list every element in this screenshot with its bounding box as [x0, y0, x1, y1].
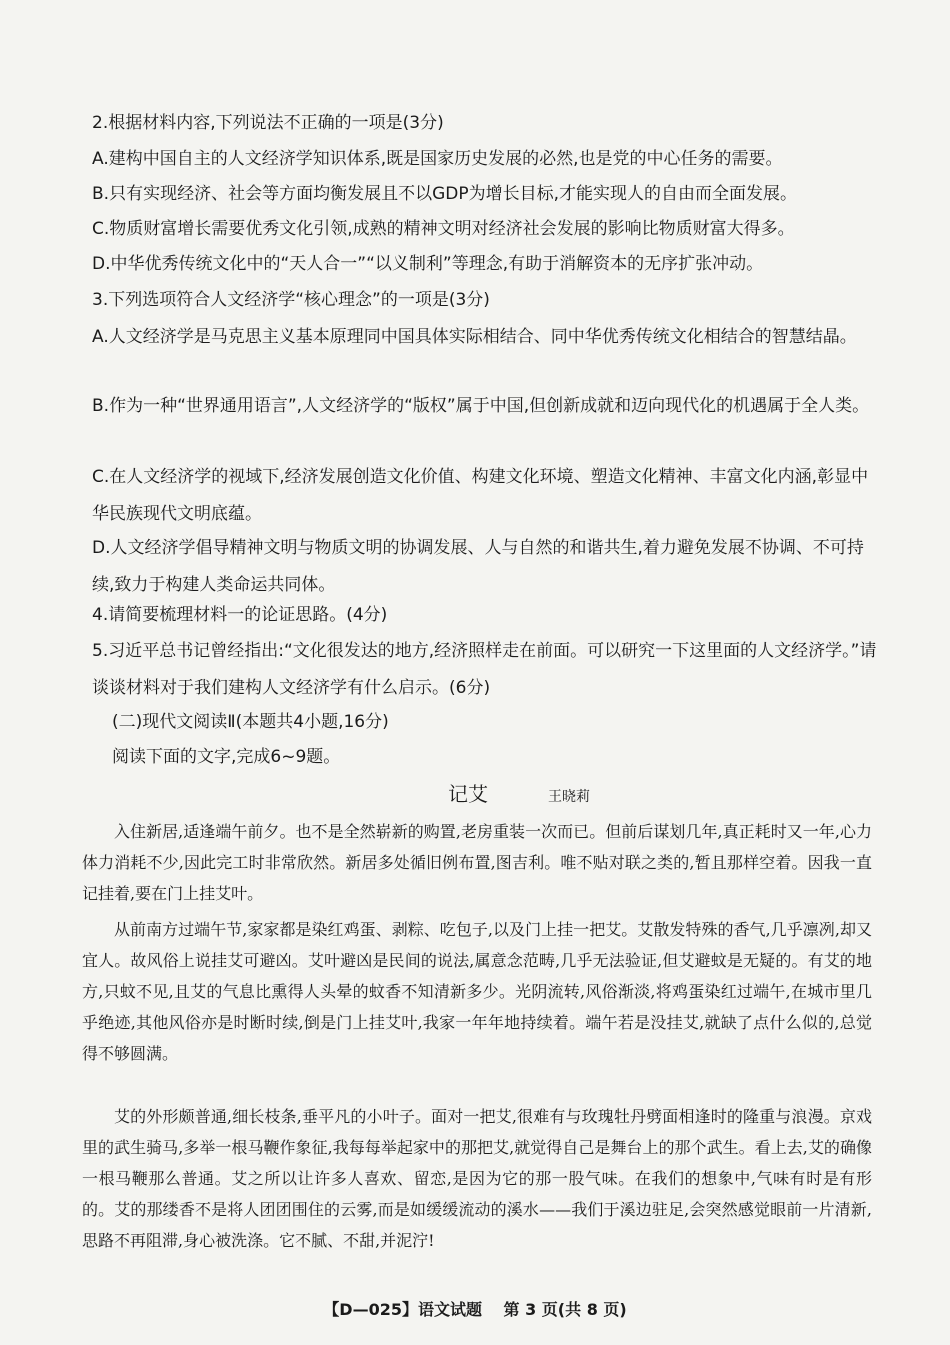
question-3-option-b: B.作为一种“世界通用语言”,人文经济学的“版权”属于中国,但创新成就和迈向现代化的机遇属于全人类。	[92, 396, 870, 416]
question-3-option-d: D.人文经济学倡导精神文明与物质文明的协调发展、人与自然的和谐共生,着力避免发展不协调、不可持续,致力于构建人类命运共同体。	[92, 538, 864, 595]
section-heading: (二)现代文阅读Ⅱ(本题共4小题,16分)	[112, 712, 389, 732]
question-5-stem: 5.习近平总书记曾经指出:“文化很发达的地方,经济照样走在前面。可以研究一下这里面的人文经济学。”请谈谈材料对于我们建构人文经济学有什么启示。(6分)	[92, 641, 877, 698]
article-paragraph-2: 从前南方过端午节,家家都是染红鸡蛋、剥粽、吃包子,以及门上挂一把艾。艾散发特殊的香气,几乎凛冽,却又宜人。故风俗上说挂艾可避凶。艾叶避凶是民间的说法,属意念范畴,几乎无法验证,但艾避蚊是无疑的。有艾的地方,只蚊不见,且艾的气息比熏得人头晕的蚊香不知清新多少。光阴流转,风俗渐淡,将鸡蛋染红过端午,在城市里几乎绝迹,其他风俗亦是时断时续,倒是门上挂艾叶,我家一年年地持续着。端午若是没挂艾,就缺了点什么似的,总觉得不够圆满。	[82, 920, 872, 1063]
question-2-option-a: A.建构中国自主的人文经济学知识体系,既是国家历史发展的必然,也是党的中心任务的需要。	[92, 149, 783, 169]
article-author: 王晓莉	[548, 789, 590, 805]
question-2-option-c: C.物质财富增长需要优秀文化引领,成熟的精神文明对经济社会发展的影响比物质财富大得多。	[92, 219, 795, 239]
question-3-option-c: C.在人文经济学的视域下,经济发展创造文化价值、构建文化环境、塑造文化精神、丰富文化内涵,彰显中华民族现代文明底蕴。	[92, 467, 869, 524]
article-title: 记艾	[448, 782, 488, 806]
section-instruction: 阅读下面的文字,完成6~9题。	[112, 747, 341, 767]
question-4-stem: 4.请简要梳理材料一的论证思路。(4分)	[92, 605, 388, 625]
page-footer: 【D—025】语文试题 第 3 页(共 8 页)	[323, 1300, 627, 1319]
article-paragraph-1: 入住新居,适逢端午前夕。也不是全然崭新的购置,老房重装一次而已。但前后谋划几年,真正耗时又一年,心力体力消耗不少,因此完工时非常欣然。新居多处循旧例布置,图吉利。唯不贴对联之类的,暂且那样空着。因我一直记挂着,要在门上挂艾叶。	[82, 822, 872, 903]
article-paragraph-3: 艾的外形颇普通,细长枝条,垂平凡的小叶子。面对一把艾,很难有与玫瑰牡丹劈面相逢时的隆重与浪漫。京戏里的武生骑马,多举一根马鞭作象征,我每每举起家中的那把艾,就觉得自己是舞台上的那个武生。看上去,艾的确像一根马鞭那么普通。艾之所以让许多人喜欢、留恋,是因为它的那一股气味。在我们的想象中,气味有时是有形的。艾的那缕香不是将人团团围住的云雾,而是如缓缓流动的溪水——我们于溪边驻足,会突然感觉眼前一片清新,思路不再阻滞,身心被洗涤。它不腻、不甜,并泥泞!	[82, 1107, 872, 1250]
question-2-option-d: D.中华优秀传统文化中的“天人合一”“以义制利”等理念,有助于消解资本的无序扩张冲动。	[92, 254, 764, 274]
question-3-option-a: A.人文经济学是马克思主义基本原理同中国具体实际相结合、同中华优秀传统文化相结合的智慧结晶。	[92, 327, 857, 347]
question-2-stem: 2.根据材料内容,下列说法不正确的一项是(3分)	[92, 113, 444, 133]
question-2-option-b: B.只有实现经济、社会等方面均衡发展且不以GDP为增长目标,才能实现人的自由而全面发展。	[92, 184, 797, 204]
question-3-stem: 3.下列选项符合人文经济学“核心理念”的一项是(3分)	[92, 290, 490, 310]
